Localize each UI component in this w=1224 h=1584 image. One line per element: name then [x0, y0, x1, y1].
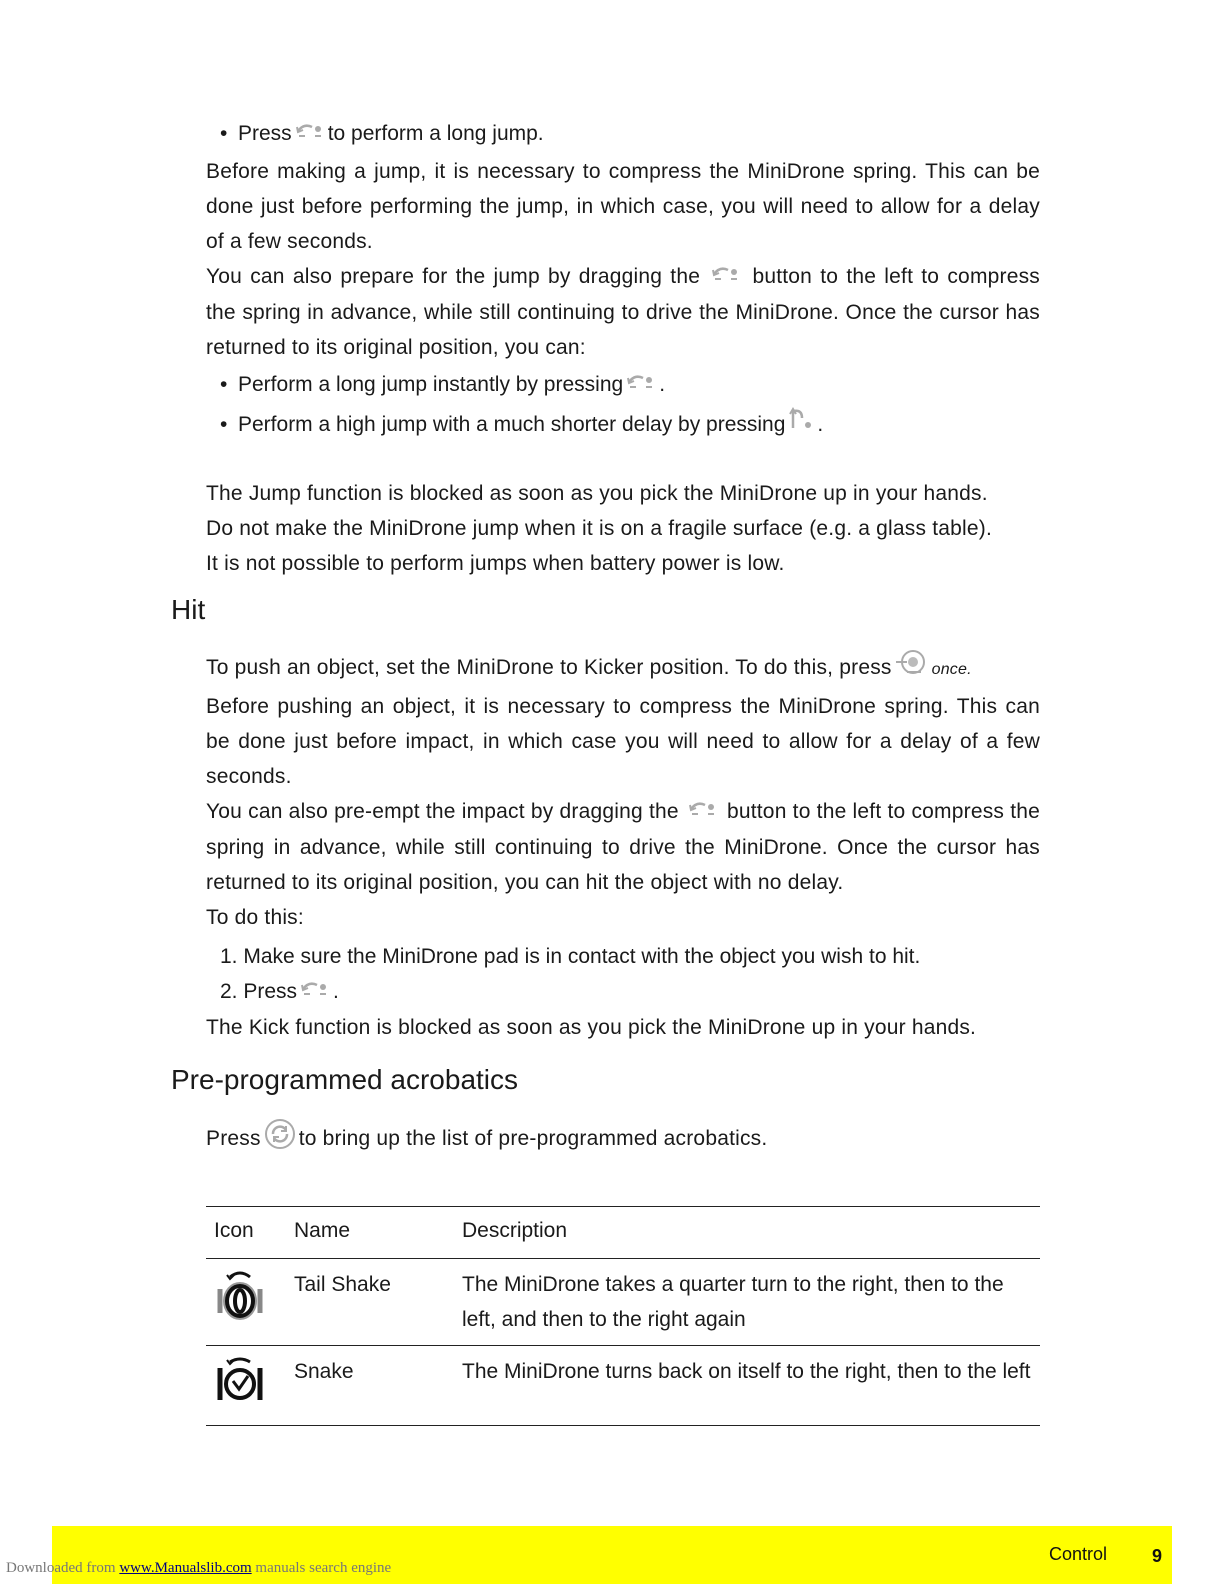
row-icon-cell — [206, 1346, 286, 1426]
acrobatics-heading: Pre-programmed acrobatics — [171, 1064, 519, 1095]
high-jump-icon — [788, 406, 814, 445]
table-row — [206, 1346, 1040, 1426]
tail-shake-icon — [214, 1307, 266, 1330]
long-jump-icon — [711, 260, 741, 295]
download-note: Downloaded from www.Manualslib.com manuals search engine — [6, 1560, 392, 1576]
list-item: 1. Make sure the MiniDrone pad is in contact with the object you wish to hit. — [220, 944, 921, 968]
jump-blocked-note: The Jump function is blocked as soon as you pick the MiniDrone up in your hands. — [206, 481, 988, 505]
hit-heading: Hit — [171, 594, 206, 625]
list-item: • Perform a long jump instantly by pressing . — [220, 365, 1040, 405]
jump-compress-paragraph: Before making a jump, it is necessary to compress the MiniDrone spring. This can be done just before performing the jump, in which case, you will need to allow for a delay of a few seconds. — [206, 159, 1040, 253]
table-header-row — [206, 1207, 1040, 1259]
jump-long-list — [206, 114, 1040, 154]
page-number: 9 — [1152, 1546, 1163, 1566]
list-item: 2. Press . — [220, 974, 1040, 1010]
long-jump-icon — [626, 366, 656, 405]
jump-section — [206, 114, 1040, 581]
jump-fragile-note: Do not make the MiniDrone jump when it is on a fragile surface (e.g. a glass table). — [206, 516, 993, 540]
jump-battery-note: It is not possible to perform jumps when battery power is low. — [206, 551, 785, 575]
hit-steps-list — [206, 939, 1040, 1010]
column-header-icon: Icon — [214, 1219, 254, 1242]
column-header-description: Description — [462, 1219, 568, 1242]
kicker-icon — [895, 648, 929, 689]
row-name-cell: Snake — [294, 1360, 354, 1383]
jump-options-list — [206, 365, 1040, 445]
long-jump-icon — [295, 115, 325, 154]
list-item: • Perform a high jump with a much shorter delay by pressing . — [220, 405, 1040, 445]
column-header-name: Name — [294, 1219, 351, 1242]
row-name-cell: Tail Shake — [294, 1273, 391, 1296]
hit-preempt-paragraph: You can also pre-empt the impact by dragging the button to the left to compress the spring in advance, while still continuing to drive the MiniDrone. Once the cursor has returned to its original position, you can hit the object with no delay. — [206, 794, 1040, 900]
footer-section-title: Control — [1049, 1544, 1108, 1564]
acrobatics-press-line: Press to bring up the list of pre-programmed acrobatics. — [206, 1118, 1040, 1161]
snake-icon — [214, 1388, 266, 1411]
hit-kicker-line: To push an object, set the MiniDrone to Kicker position. To do this, press once. — [206, 648, 1040, 689]
row-description-cell: The MiniDrone turns back on itself to the right, then to the left — [462, 1360, 1031, 1383]
manualslib-link[interactable]: www.Manualslib.com — [119, 1560, 252, 1576]
jump-prepare-paragraph: You can also prepare for the jump by dragging the button to the left to compress the spring in advance, while still continuing to drive the MiniDrone. Once the cursor has returned to its original position, you can: — [206, 259, 1040, 365]
row-icon-cell — [206, 1259, 286, 1346]
row-description-cell: The MiniDrone takes a quarter turn to the right, then to the left, and then to the right again — [462, 1273, 1004, 1331]
kick-blocked-note: The Kick function is blocked as soon as you pick the MiniDrone up in your hands. — [206, 1015, 977, 1039]
long-jump-icon — [300, 975, 330, 1010]
table-row — [206, 1259, 1040, 1346]
acrobatics-table — [206, 1206, 1040, 1426]
acrobatics-icon — [264, 1118, 296, 1161]
list-item: • Press to perform a long jump. — [220, 114, 1040, 154]
hit-compress-paragraph: Before pushing an object, it is necessary to compress the MiniDrone spring. This can be done just before impact, in which case you will need to allow for a delay of a few seconds. — [206, 695, 1040, 788]
long-jump-icon — [688, 795, 718, 830]
acrobatics-intro — [206, 1118, 1040, 1161]
hit-section — [206, 648, 1040, 1045]
hit-todo-label: To do this: — [206, 905, 304, 929]
